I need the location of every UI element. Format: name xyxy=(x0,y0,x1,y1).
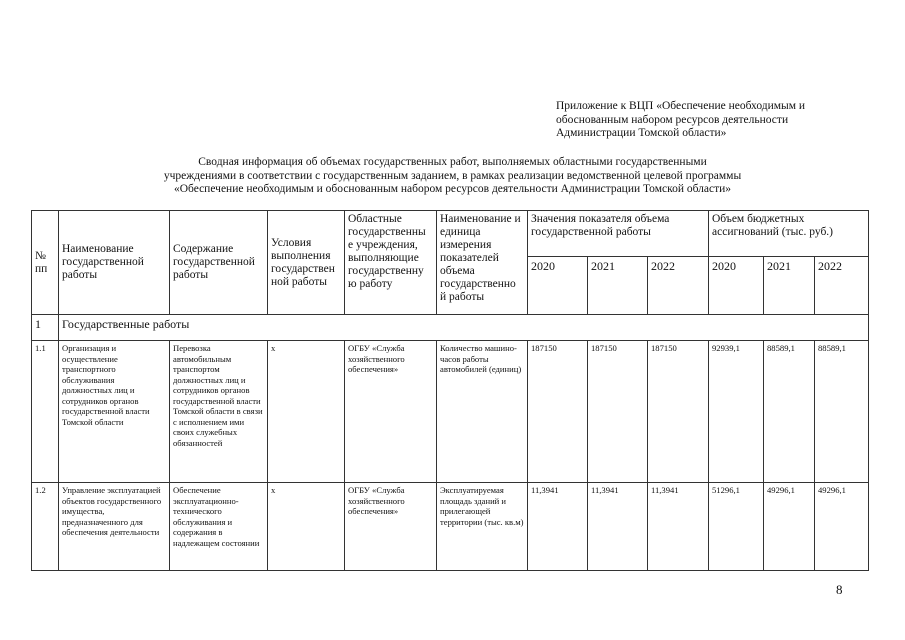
row-value: 11,3941 xyxy=(588,483,648,571)
header-year: 2022 xyxy=(648,257,709,315)
row-budget: 49296,1 xyxy=(764,483,815,571)
row-indicator: Количество машино-часов работы автомобилей (единиц) xyxy=(437,341,528,483)
document-title xyxy=(40,156,865,197)
row-institution: ОГБУ «Служба хозяйственного обеспечения» xyxy=(345,483,437,571)
header-year: 2020 xyxy=(528,257,588,315)
section-label: Государственные работы xyxy=(59,315,869,341)
header-year: 2021 xyxy=(588,257,648,315)
header-year: 2022 xyxy=(815,257,869,315)
header-work-content: Содержание государственной работы xyxy=(170,211,268,315)
header-work-name: Наименование государственной работы xyxy=(59,211,170,315)
header-budget-group: Объем бюджетных ассигнований (тыс. руб.) xyxy=(709,211,869,257)
page-number: 8 xyxy=(836,582,843,597)
row-work-content: Перевозка автомобильным транспортом должностных лиц и сотрудников органов государственной власти Томской области в связи с исполнением ими своих служебных обязанностей xyxy=(170,341,268,483)
header-values-group: Значения показателя объема государственной работы xyxy=(528,211,709,257)
title-line: Сводная информация об объемах государственных работ, выполняемых областными государственными xyxy=(198,156,707,168)
row-budget: 51296,1 xyxy=(709,483,764,571)
row-budget: 88589,1 xyxy=(764,341,815,483)
row-budget: 88589,1 xyxy=(815,341,869,483)
row-conditions: х xyxy=(268,341,345,483)
header-year: 2021 xyxy=(764,257,815,315)
row-value: 187150 xyxy=(588,341,648,483)
row-budget: 49296,1 xyxy=(815,483,869,571)
row-value: 11,3941 xyxy=(528,483,588,571)
row-value: 187150 xyxy=(528,341,588,483)
row-num: 1.1 xyxy=(32,341,59,483)
header-num: № пп xyxy=(32,211,59,315)
title-line: учреждениями в соответствии с государственным заданием, в рамках реализации ведомственной целевой программы xyxy=(163,169,742,182)
header-institutions: Областные государственны е учреждения, выполняющие государственну ю работу xyxy=(345,211,437,315)
row-work-name: Организация и осуществление транспортного обслуживания должностных лиц и сотрудников органов государственной власти Томской области xyxy=(59,341,170,483)
row-indicator: Эксплуатируемая площадь зданий и прилегающей территории (тыс. кв.м) xyxy=(437,483,528,571)
row-work-name: Управление эксплуатацией объектов государственного имущества, предназначенного для обеспечения деятельности xyxy=(59,483,170,571)
row-conditions: х xyxy=(268,483,345,571)
works-table xyxy=(31,210,869,571)
title-line: «Обеспечение необходимым и обоснованным набором ресурсов деятельности Администрации Томской области» xyxy=(173,183,732,195)
row-budget: 92939,1 xyxy=(709,341,764,483)
header-conditions: Условия выполнения государствен ной работы xyxy=(268,211,345,315)
section-num: 1 xyxy=(32,315,59,341)
row-num: 1.2 xyxy=(32,483,59,571)
appendix-note: Приложение к ВЦП «Обеспечение необходимым и обоснованным набором ресурсов деятельности Администрации Томской области» xyxy=(556,100,806,139)
row-institution: ОГБУ «Служба хозяйственного обеспечения» xyxy=(345,341,437,483)
header-year: 2020 xyxy=(709,257,764,315)
row-work-content: Обеспечение эксплуатационно-технического обслуживания и содержания в надлежащем состоянии xyxy=(170,483,268,571)
row-value: 187150 xyxy=(648,341,709,483)
header-indicator: Наименование и единица измерения показателей объема государственно й работы xyxy=(437,211,528,315)
row-value: 11,3941 xyxy=(648,483,709,571)
table-row xyxy=(32,483,869,571)
table-row xyxy=(32,341,869,483)
